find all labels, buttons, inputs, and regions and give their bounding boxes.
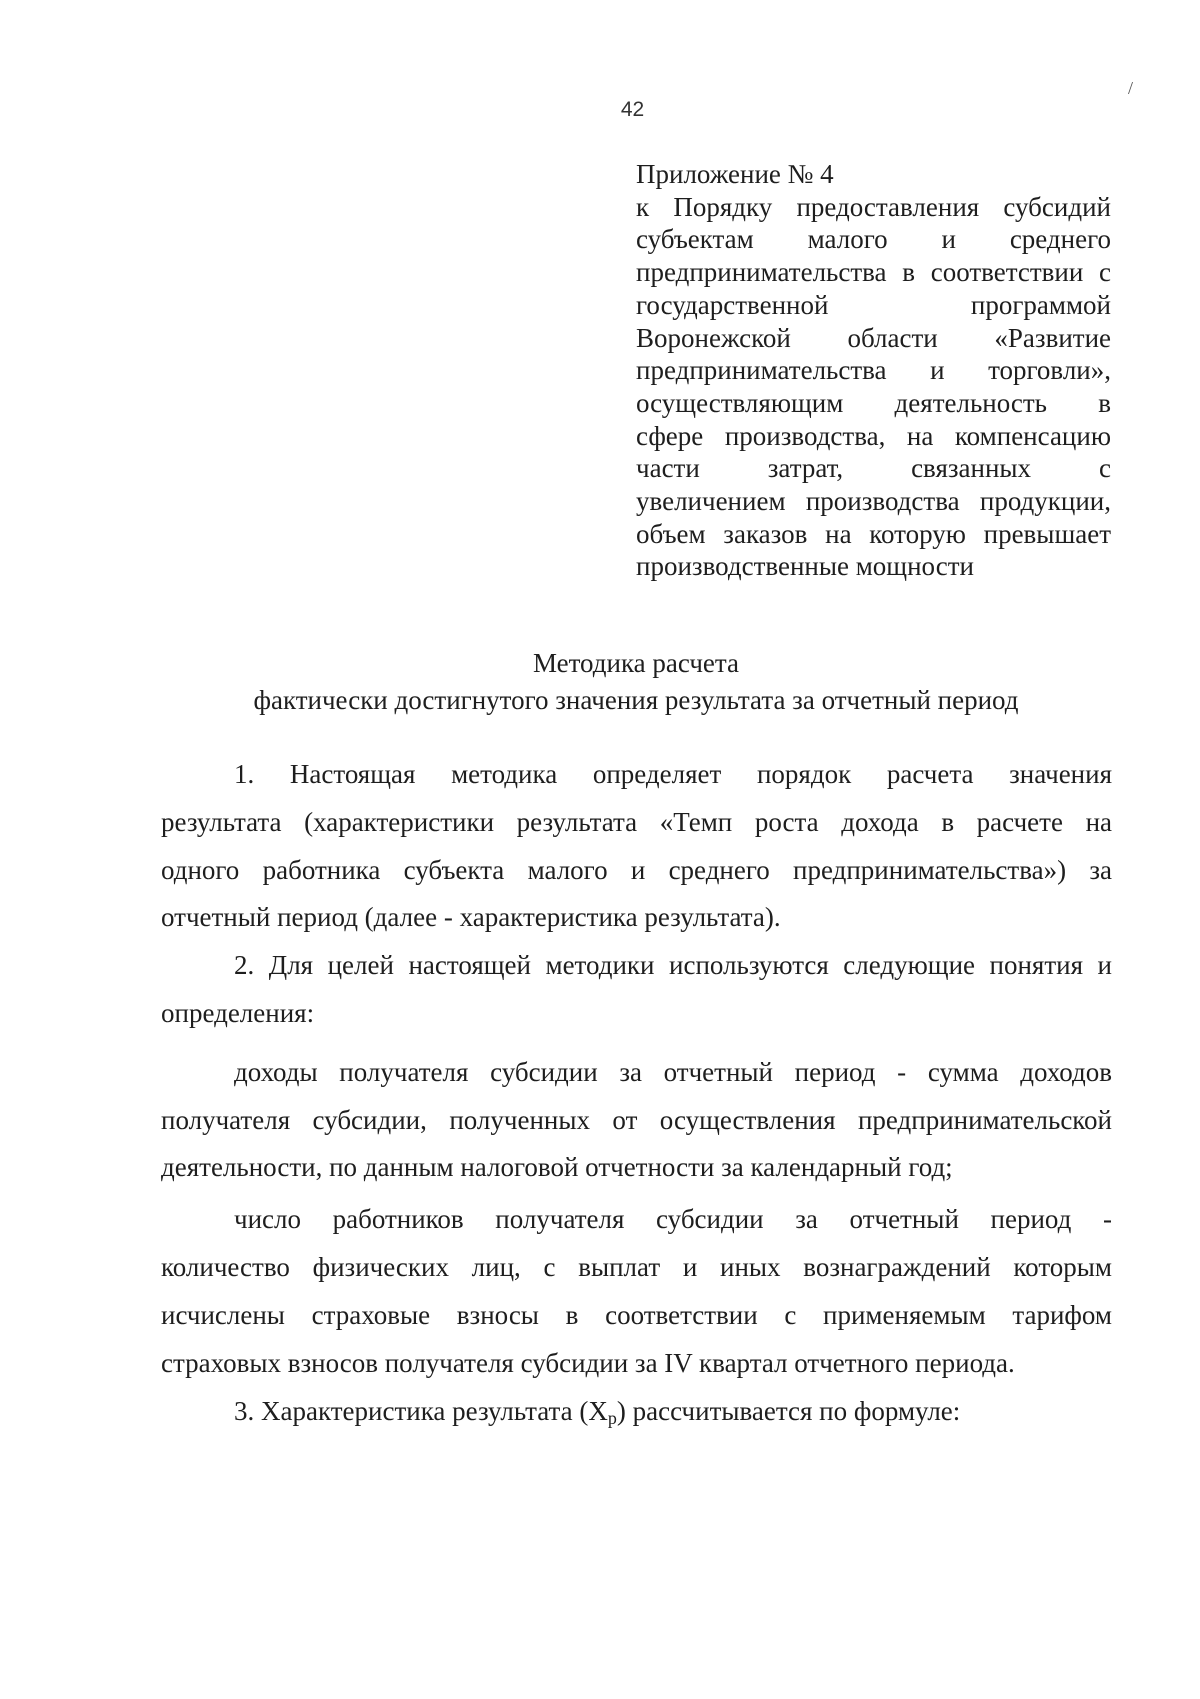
paragraph-2-line: определения: [161, 998, 315, 1028]
appendix-line: объем заказов на которую превышает [636, 518, 1111, 549]
appendix-line: предпринимательства и торговли», [636, 355, 1111, 386]
page-number: 42 [620, 98, 645, 121]
paragraph-4-line: исчислены страховые взносы в соответствии с применяемым тарифом [161, 1300, 1112, 1330]
paragraph-4-line: число работников получателя субсидии за отчетный период - [234, 1204, 1112, 1234]
appendix-line: к Порядку предоставления субсидий [636, 191, 1111, 222]
appendix-line: сфере производства, на компенсацию [636, 420, 1111, 451]
corner-mark: / [1128, 78, 1134, 98]
appendix-line: части затрат, связанных с [636, 453, 1111, 484]
paragraph-1-line: одного работника субъекта малого и среднего предпринимательства») за [161, 855, 1112, 885]
paragraph-3-line: деятельности, по данным налоговой отчетности за календарный год; [161, 1152, 953, 1182]
formula-intro-text: 3. Характеристика результата (X [234, 1396, 608, 1426]
appendix-title: Приложение № 4 [636, 159, 834, 189]
paragraph-3-line: доходы получателя субсидии за отчетный период - сумма доходов [234, 1057, 1112, 1087]
heading-line-2: фактически достигнутого значения результата за отчетный период [253, 685, 1019, 715]
heading-line-1: Методика расчета [532, 648, 740, 678]
appendix-line: субъектам малого и среднего [636, 224, 1111, 255]
paragraph-1-line: отчетный период (далее - характеристика результата). [161, 902, 781, 932]
appendix-line: увеличением производства продукции, [636, 486, 1111, 517]
formula-intro-text-end: ) рассчитывается по формуле: [616, 1396, 961, 1426]
result-subscript: р [607, 1408, 617, 1428]
paragraph-4-line: страховых взносов получателя субсидии за IV квартал отчетного периода. [161, 1348, 1015, 1378]
appendix-line: предпринимательства в соответствии с [636, 257, 1111, 288]
paragraph-4-line: количество физических лиц, с выплат и иных вознаграждений которым [161, 1252, 1112, 1282]
paragraph-2-line: 2. Для целей настоящей методики используются следующие понятия и [234, 950, 1112, 980]
paragraph-1-line: результата (характеристики результата «Темп роста дохода в расчете на [161, 807, 1112, 837]
appendix-line: производственные мощности [636, 551, 974, 582]
paragraph-1-line: 1. Настоящая методика определяет порядок расчета значения [234, 759, 1112, 789]
appendix-line: государственной программой [636, 289, 1111, 320]
appendix-block [636, 158, 1111, 583]
methodology-heading [160, 645, 1112, 719]
paragraph-3-line: получателя субсидии, полученных от осуществления предпринимательской [161, 1105, 1112, 1135]
paragraph-5-line [234, 1394, 960, 1428]
appendix-line: осуществляющим деятельность в [636, 387, 1111, 418]
appendix-line: Воронежской области «Развитие [636, 322, 1111, 353]
